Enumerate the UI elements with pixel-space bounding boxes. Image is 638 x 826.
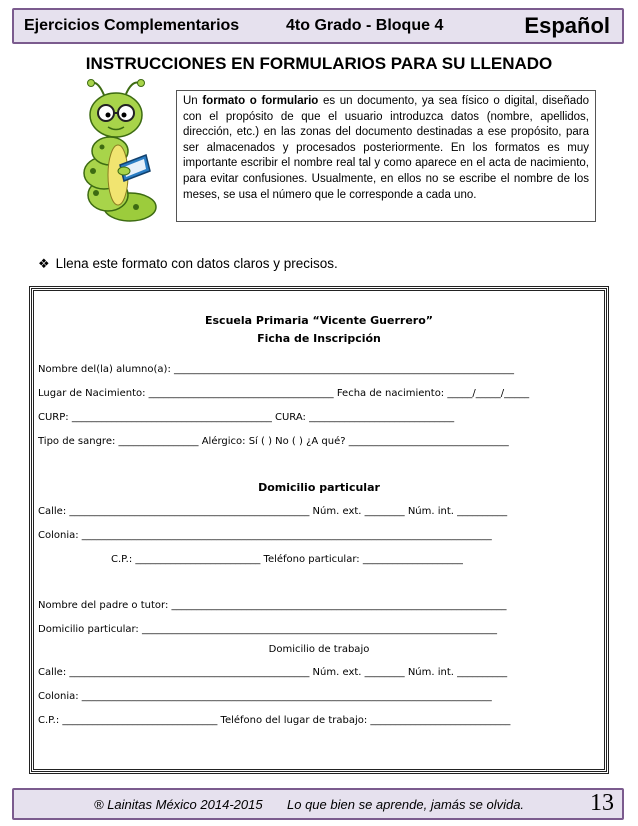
instruction-line: [38, 256, 338, 272]
diamond-bullet-icon: ❖: [38, 256, 50, 271]
field-blood-allergy[interactable]: Tipo de sangre: ________________ Alérgico: Sí ( ) No ( ) ¿A qué? ________________________________: [38, 436, 509, 447]
header-subject-series: Ejercicios Complementarios: [24, 17, 240, 34]
footer-motto: Lo que bien se aprende, jamás se olvida.: [287, 797, 525, 812]
section-work-address: Domicilio de trabajo: [268, 644, 370, 655]
field-birthplace-date[interactable]: Lugar de Nacimiento: _____________________________________ Fecha de nacimiento: _____/_____/_____: [38, 388, 530, 399]
page-title: INSTRUCCIONES EN FORMULARIOS PARA SU LLENADO: [85, 54, 553, 73]
info-pre: Un: [183, 95, 203, 107]
instruction-text: Llena este formato con datos claros y precisos.: [55, 256, 338, 271]
form-definition-box: [176, 90, 596, 222]
form-school-name: Escuela Primaria “Vicente Guerrero”: [204, 314, 433, 327]
footer-copyright: ® Lainitas México 2014-2015: [94, 797, 263, 812]
section-home-address: Domicilio particular: [258, 481, 380, 494]
field-work-neighborhood[interactable]: Colonia: __________________________________________________________________________________: [38, 691, 492, 702]
field-work-postal-phone[interactable]: C.P.: _______________________________ Teléfono del lugar de trabajo: ____________________________: [38, 715, 511, 726]
info-bold-term: formato o formulario: [202, 95, 319, 107]
field-street[interactable]: Calle: ________________________________________________ Núm. ext. ________ Núm. int. __________: [38, 506, 508, 517]
field-neighborhood[interactable]: Colonia: __________________________________________________________________________________: [38, 530, 492, 541]
page-number: 13: [590, 790, 614, 816]
field-student-name[interactable]: Nombre del(la) alumno(a): ____________________________________________________________________: [38, 364, 514, 375]
page-footer: [12, 788, 624, 820]
field-guardian-address[interactable]: Domicilio particular: _______________________________________________________________________: [38, 624, 497, 635]
form-subtitle: Ficha de Inscripción: [257, 332, 381, 345]
page-header: [12, 8, 624, 44]
info-text: es un documento, ya sea físico o digital, diseñado con el propósito de que el usuario introduzca datos (nombre, apellidos, dirección, etc.) en las zonas del documento destinadas a ese propósito, para ser almacenados y procesados posteriormente. En los formatos es muy importante escribir el nombre real tal y como aparece en el acta de nacimiento, para evitar confusiones. Usualmente, en ellos no se escribe el nombre de los meses, se usa el número que le corresponde a cada uno.: [183, 95, 589, 201]
field-postal-phone[interactable]: C.P.: _________________________ Teléfono particular: ____________________: [111, 554, 463, 565]
header-subject: Español: [524, 13, 610, 38]
field-curp-cura[interactable]: CURP: ________________________________________ CURA: _____________________________: [38, 412, 455, 423]
caterpillar-reading-illustration: [58, 75, 178, 225]
field-work-street[interactable]: Calle: ________________________________________________ Núm. ext. ________ Núm. int. __________: [38, 667, 508, 678]
header-grade-block: 4to Grado - Bloque 4: [286, 17, 444, 34]
field-guardian-name[interactable]: Nombre del padre o tutor: ___________________________________________________________________: [38, 600, 507, 611]
